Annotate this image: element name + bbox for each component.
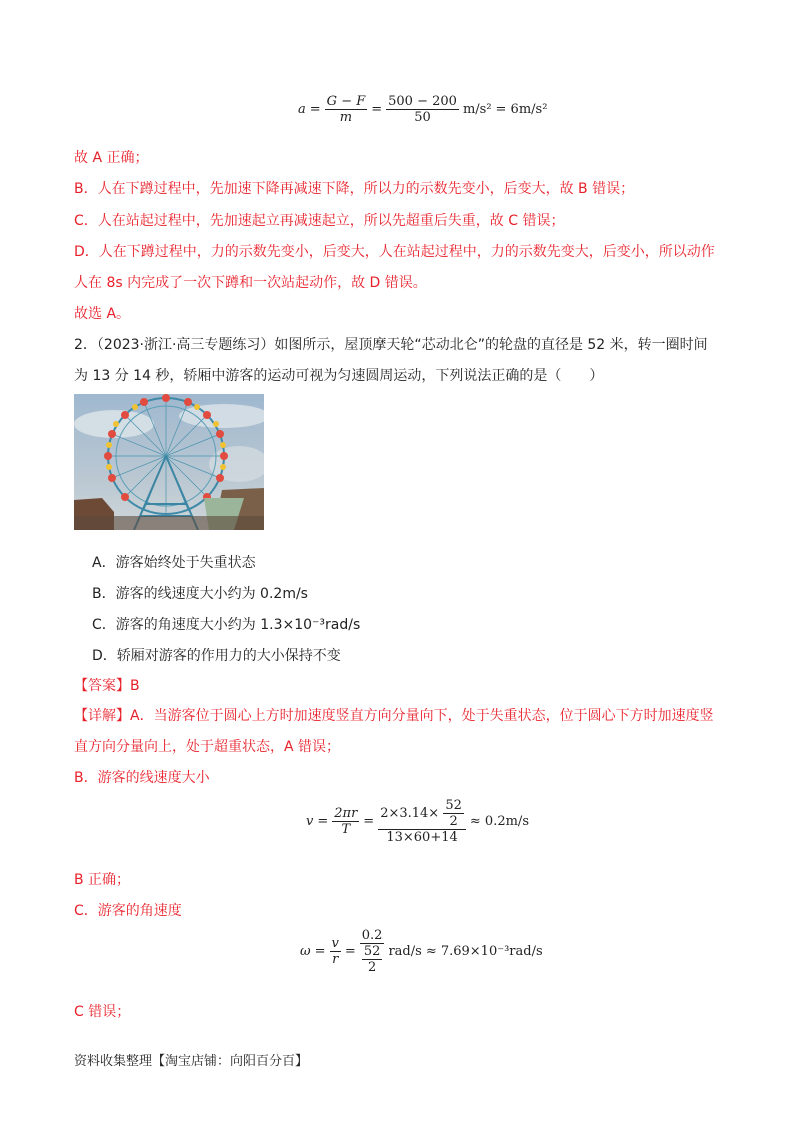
detail-c-heading: C．游客的角速度	[74, 903, 182, 919]
text-choose-a: 故选 A。	[74, 306, 131, 322]
footer-source: 资料收集整理【淘宝店铺：向阳百分百】	[74, 1054, 309, 1069]
answer-label: 【答案】B	[74, 678, 140, 694]
ferris-wheel-drawing	[74, 394, 264, 530]
text-a-correct: 故 A 正确；	[74, 150, 149, 166]
detail-b-correct: B 正确；	[74, 872, 131, 888]
detail-c-wrong: C 错误；	[74, 1004, 131, 1020]
option-b: B．游客的线速度大小约为 0.2m/s	[92, 586, 308, 602]
question-2-line1: 2．（2023·浙江·高三专题练习）如图所示，屋顶摩天轮“芯动北仑”的轮盘的直径是 52 米，转一圈时间	[74, 337, 708, 353]
formula-linear-velocity: v = $\frac{2\pi r}{T}$ = 2×3.14× $\frac{52}{2}$ 13×60+14 ≈ 0.2m/s	[306, 798, 529, 845]
detail-line2: 直方向分量向上，处于超重状态，A 错误；	[74, 739, 341, 755]
text-c-wrong: C．人在站起过程中，先加速起立再减速起立，所以先超重后失重，故 C 错误；	[74, 213, 565, 229]
ferris-wheel-image	[74, 394, 264, 530]
option-a: A．游客始终处于失重状态	[92, 555, 256, 571]
option-d: D．轿厢对游客的作用力的大小保持不变	[92, 648, 341, 664]
detail-line1: 【详解】A．当游客位于圆心上方时加速度竖直方向分量向下，处于失重状态，位于圆心下方时加速度竖	[74, 708, 714, 724]
formula-acceleration: a = $\frac{G - F}{m}$ = $\frac{500 - 200}{50}$ m/s² = 6m/s²	[298, 94, 548, 125]
detail-b-heading: B．游客的线速度大小	[74, 770, 210, 786]
option-c: C．游客的角速度大小约为 1.3×10⁻³rad/s	[92, 617, 361, 633]
text-d-line2: 人在 8s 内完成了一次下蹲和一次站起动作，故 D 错误。	[74, 275, 427, 291]
question-2-line2: 为 13 分 14 秒，轿厢中游客的运动可视为匀速圆周运动，下列说法正确的是（ ）	[74, 368, 604, 384]
text-b-wrong: B．人在下蹲过程中，先加速下降再减速下降，所以力的示数先变小，后变大，故 B 错误；	[74, 181, 635, 197]
formula-angular-velocity: ω = $\frac{v}{r}$ = $\frac{0.2}{\frac{52}{2}}$ rad/s ≈ 7.69×10⁻³rad/s	[300, 928, 543, 975]
text-d-line1: D．人在下蹲过程中，力的示数先变小，后变大，人在站起过程中，力的示数先变大，后变小，所以动作	[74, 244, 715, 260]
